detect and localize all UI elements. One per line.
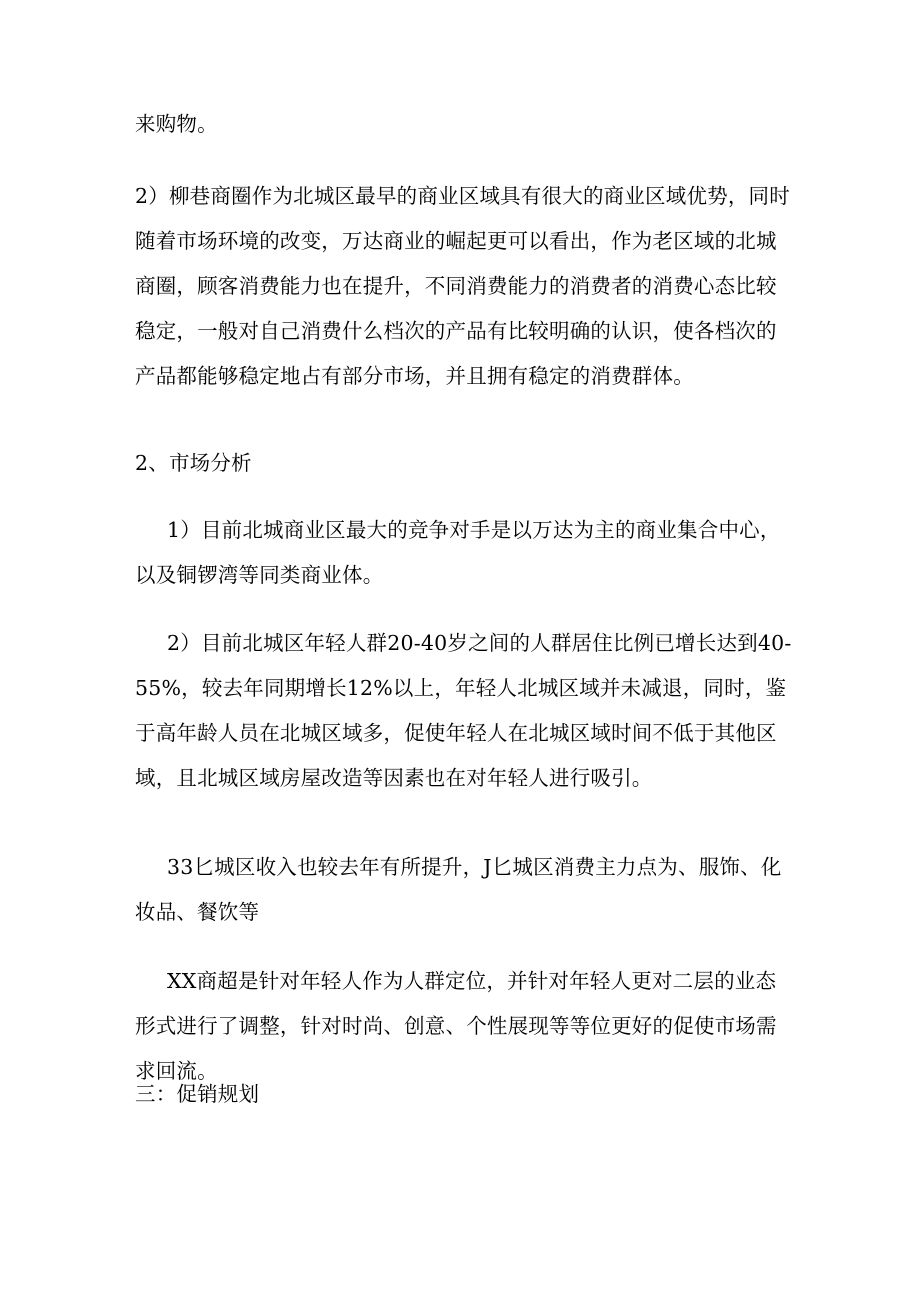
section-heading-promotion-plan: 三：促销规划 bbox=[135, 1082, 260, 1106]
paragraph-xx-positioning: XX商超是针对年轻人作为人群定位，并针对年轻人更对二层的业态形式进行了调整，针对时尚、创意、个性展现等等位更好的促使市场需求回流。 bbox=[135, 969, 777, 1083]
paragraph-competitors: 1）目前北城商业区最大的竞争对手是以万达为主的商业集合中心，以及铜锣湾等同类商业体。 bbox=[135, 518, 781, 587]
paragraph-income: 33匕城区收入也较去年有所提升，J匕城区消费主力点为、服饰、化妆品、餐饮等 bbox=[135, 855, 782, 924]
paragraph-continuation: 来购物。 bbox=[135, 112, 218, 136]
section-heading-market-analysis: 2、市场分析 bbox=[135, 451, 252, 475]
paragraph-young-population: 2）目前北城区年轻人群20-40岁之间的人群居住比例已增长达到40-55%，较去年同期增长12%以上，年轻人北城区域并未减退，同时，鉴于高年龄人员在北城区域多，促使年轻人在北城区域时间不低于其他区域，且北城区域房屋改造等因素也在对年轻人进行吸引。 bbox=[135, 631, 792, 790]
paragraph-liuxiang-advantage: 2）柳巷商圈作为北城区最早的商业区域具有很大的商业区域优势，同时随着市场环境的改变，万达商业的崛起更可以看出，作为老区域的北城商圈，顾客消费能力也在提升，不同消费能力的消费者的消费心态比较稳定，一般对自己消费什么档次的产品有比较明确的认识，使各档次的产品都能够稳定地占有部分市场，并且拥有稳定的消费群体。 bbox=[135, 184, 790, 388]
